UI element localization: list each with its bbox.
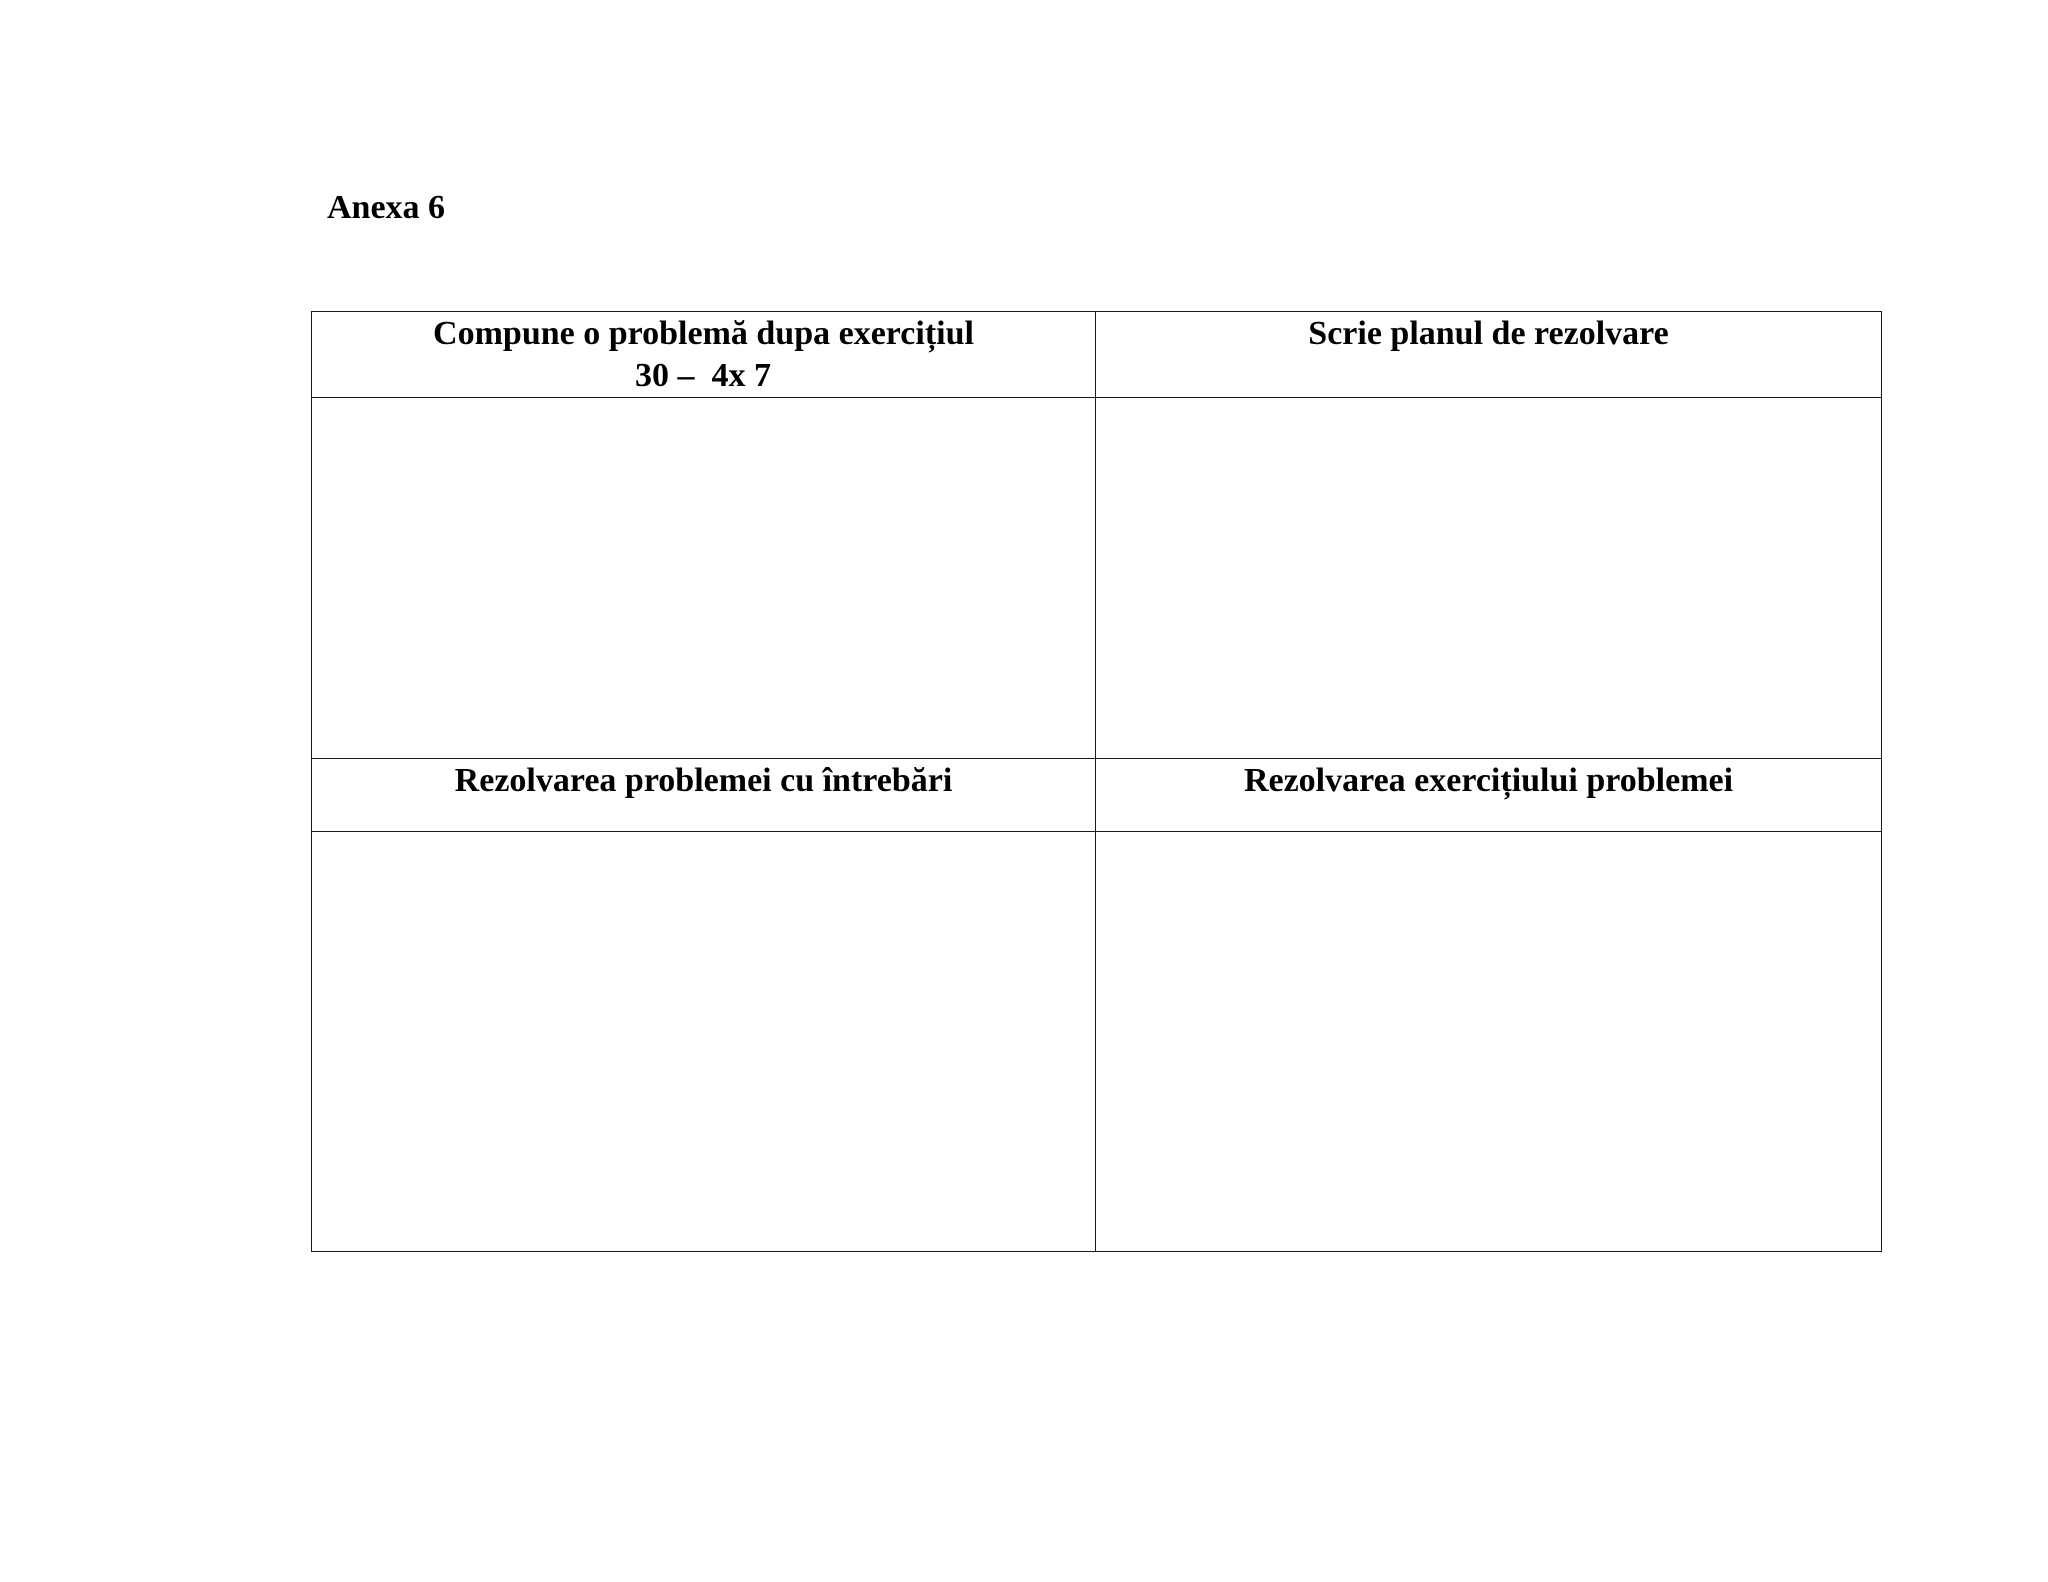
exercise-solution-label: Rezolvarea exercițiului problemei: [1243, 762, 1734, 799]
table-answer-row: [312, 398, 1882, 759]
solution-plan-answer-cell[interactable]: [1096, 398, 1882, 759]
table-header-row: [312, 759, 1882, 832]
table-answer-row: [312, 832, 1882, 1252]
exercise-solution-answer-cell[interactable]: [1096, 832, 1882, 1252]
worksheet-table: [311, 311, 1882, 1252]
table-header-row: [312, 312, 1882, 398]
compose-problem-label: Compune o problemă dupa exercițiul: [433, 315, 974, 352]
compose-problem-header: [312, 312, 1096, 398]
questions-solution-header: [312, 759, 1096, 832]
questions-solution-label: Rezolvarea problemei cu întrebări: [454, 762, 953, 799]
exercise-solution-header: [1096, 759, 1882, 832]
questions-solution-answer-cell[interactable]: [312, 832, 1096, 1252]
exercise-expression: 30 – 4x 7: [635, 357, 771, 394]
page-title: Anexa 6: [327, 189, 446, 226]
compose-problem-answer-cell[interactable]: [312, 398, 1096, 759]
solution-plan-label: Scrie planul de rezolvare: [1308, 315, 1669, 352]
solution-plan-header: [1096, 312, 1882, 398]
